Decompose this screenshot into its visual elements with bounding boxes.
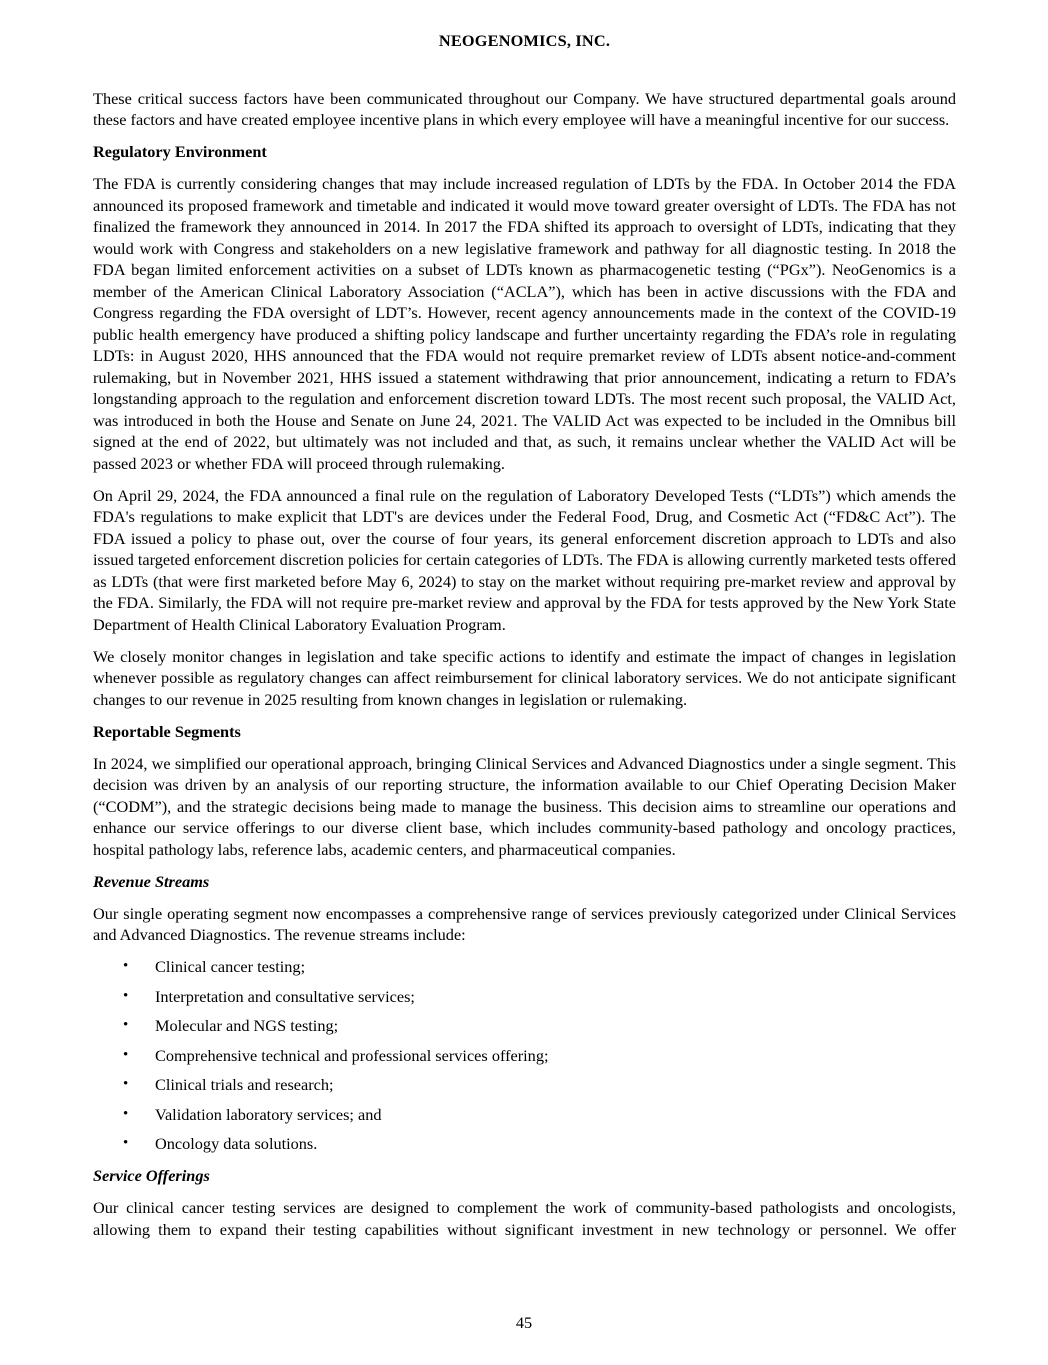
bullet-icon: • — [123, 1046, 129, 1063]
bullet-icon: • — [123, 1076, 129, 1092]
list-item — [93, 1133, 956, 1155]
list-item — [93, 1074, 956, 1096]
bullet-icon: • — [123, 1105, 129, 1122]
list-item-text: Comprehensive technical and professional services offering; — [155, 1045, 549, 1065]
paragraph-revenue-streams-1: Our single operating segment now encompasses a comprehensive range of services previously categorized under Clinical Services and Advanced Diagnostics. The revenue streams include: — [93, 903, 956, 944]
heading-revenue-streams: Revenue Streams — [93, 871, 210, 891]
paragraph-regulatory-3: We closely monitor changes in legislation and take specific actions to identify and estimate the impact of changes in legislation whenever possible as regulatory changes can affect reimbursement for clinical laboratory services. We do not anticipate significant changes to our revenue in 2025 resulting from known changes in legislation or rulemaking. — [93, 646, 956, 709]
list-item-text: Interpretation and consultative services; — [155, 986, 415, 1006]
heading-service-offerings: Service Offerings — [93, 1166, 210, 1185]
list-item-text: Validation laboratory services; and — [155, 1104, 382, 1124]
list-item — [93, 1045, 956, 1067]
paragraph-regulatory-2: On April 29, 2024, the FDA announced a final rule on the regulation of Laboratory Developed Tests (“LDTs”) which amends the FDA's regulations to make explicit that LDT's are devices under the Federal Food, Drug, and Cosmetic Act (“FD&C Act”). The FDA issued a policy to phase out, over the course of four years, its general enforcement discretion approach to LDTs and also issued targeted enforcement discretion policies for certain categories of LDTs. The FDA is allowing currently marketed tests offered as LDTs (that were first marketed before May 6, 2024) to stay on the market without requiring pre-market review and approval by the FDA. Similarly, the FDA will not require pre-market review and approval by the FDA for tests approved by the New York State Department of Health Clinical Laboratory Evaluation Program. — [93, 485, 956, 634]
list-item-text: Oncology data solutions. — [155, 1134, 318, 1153]
list-item — [93, 956, 956, 978]
paragraph-intro: These critical success factors have been communicated throughout our Company. We have structured departmental goals around these factors and have created employee incentive plans in which every employee will have a meaningful incentive for our success. — [93, 88, 956, 129]
list-item — [93, 986, 956, 1008]
paragraph-reportable-segments-1: In 2024, we simplified our operational approach, bringing Clinical Services and Advanced Diagnostics under a single segment. This decision was driven by an analysis of our reporting structure, the information available to our Chief Operating Decision Maker (“CODM”), and the strategic decisions being made to manage the business. This decision aims to streamline our operations and enhance our service offerings to our diverse client base, which includes community-based pathology and oncology practices, hospital pathology labs, reference labs, academic centers, and pharmaceutical companies. — [93, 753, 956, 859]
heading-regulatory-environment: Regulatory Environment — [93, 142, 267, 161]
bullet-icon: • — [123, 1017, 129, 1033]
list-item-text: Molecular and NGS testing; — [155, 1016, 339, 1035]
list-item — [93, 1104, 956, 1126]
paragraph-regulatory-1: The FDA is currently considering changes that may include increased regulation of LDTs by the FDA. In October 2014 the FDA announced its proposed framework and timetable and indicated it would move toward greater oversight of LDTs. The FDA has not finalized the framework they announced in 2014. In 2017 the FDA shifted its approach to oversight of LDTs, indicating that they would work with Congress and stakeholders on a new legislative framework and pathway for all diagnostic testing. In 2018 the FDA began limited enforcement activities on a subset of LDTs known as pharmacogenetic testing (“PGx”). NeoGenomics is a member of the American Clinical Laboratory Association (“ACLA”), which has been in active discussions with the FDA and Congress regarding the FDA oversight of LDT’s. However, recent agency announcements made in the context of the COVID-19 public health emergency have produced a shifting policy landscape and further uncertainty regarding the FDA’s role in regulating LDTs: in August 2020, HHS announced that the FDA would not require premarket review of LDTs absent notice-and-comment rulemaking, but in November 2021, HHS issued a statement withdrawing that prior announcement, indicating a return to FDA’s longstanding approach to the regulation and enforcement discretion toward LDTs. The most recent such proposal, the VALID Act, was introduced in both the House and Senate on June 24, 2021. The VALID Act was expected to be included in the Omnibus bill signed at the end of 2022, but ultimately was not included and that, as such, it remains unclear whether the VALID Act will be passed 2023 or whether FDA will proceed through rulemaking. — [93, 174, 956, 473]
list-item-text: Clinical cancer testing; — [155, 957, 306, 976]
bullet-icon: • — [123, 958, 129, 974]
list-item — [93, 1015, 956, 1037]
revenue-streams-list — [93, 956, 956, 1155]
heading-reportable-segments: Reportable Segments — [93, 721, 241, 741]
page-number: 45 — [515, 1313, 533, 1332]
paragraph-service-offerings-1: Our clinical cancer testing services are designed to complement the work of community-based pathologists and oncologists, allowing them to expand their testing capabilities without significant investment in new technology or personnel. We offer — [93, 1198, 956, 1239]
bullet-icon: • — [123, 987, 129, 1004]
page-title: NEOGENOMICS, INC. — [438, 31, 611, 50]
list-item-text: Clinical trials and research; — [155, 1075, 334, 1094]
bullet-icon: • — [123, 1135, 129, 1151]
